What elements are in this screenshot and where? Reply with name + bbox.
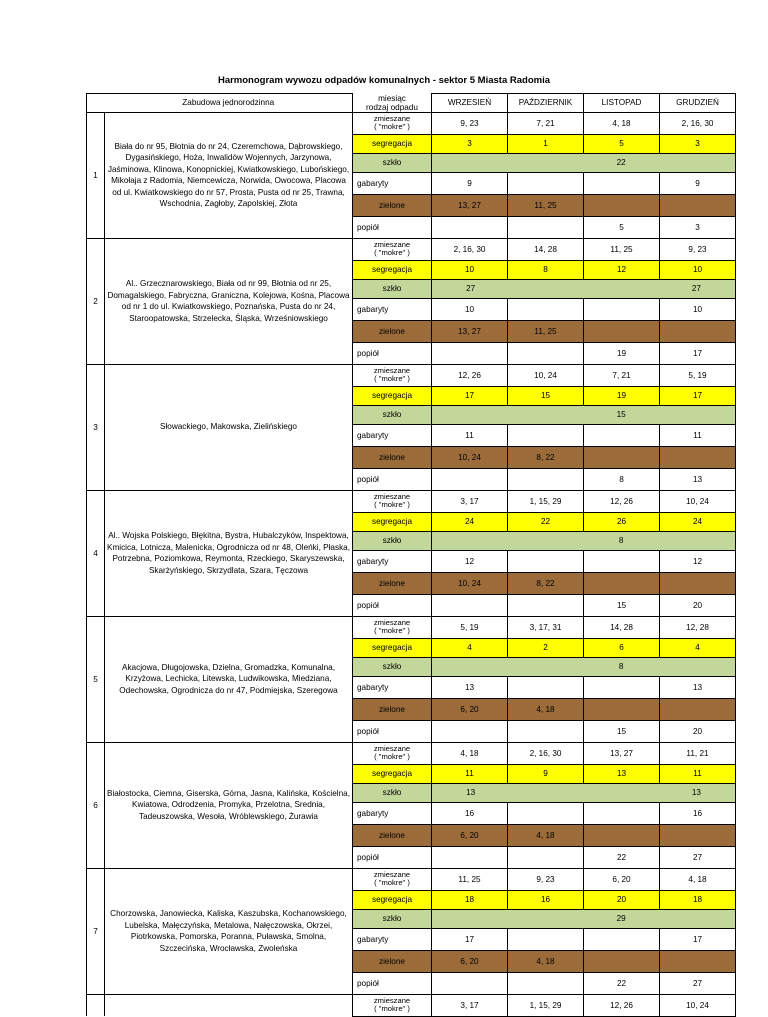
waste-type-label: popiół (353, 594, 432, 616)
value-cell (584, 320, 660, 342)
value-cell-part (508, 158, 583, 167)
label-mokre: ( "mokre" ) (374, 374, 410, 383)
label-zmieszane: zmieszane (373, 492, 411, 501)
label-zmieszane: zmieszane (373, 870, 411, 879)
sector-streets: Al.. Wojska Polskiego, Błękitna, Bystra, Hubalczyków, Inspektowa, Kmicica, Lotnicza, Malenicka, Ogrodnicza od nr 48, Oleńki, Płaska, Potrzebna, Poziomkowa, Reymonta, Rzeckiego, Skaryszewska, Skarżyńskiego, Skrzydlata, Szara, Tęczowa (105, 490, 353, 616)
waste-type-label: popiół (353, 468, 432, 490)
value-cell (660, 194, 736, 216)
value-cell: 2, 16, 30 (432, 238, 508, 260)
waste-type-label (353, 364, 432, 386)
header-rodzaj-label: rodzaj odpadu (366, 102, 418, 112)
value-cell (508, 424, 584, 446)
value-cell: 2, 16, 30 (660, 112, 736, 134)
value-cell (584, 194, 660, 216)
value-cell (584, 298, 660, 320)
waste-type-label: szkło (353, 405, 432, 424)
value-cell: 10, 24 (432, 572, 508, 594)
waste-type-label: gabaryty (353, 172, 432, 194)
value-cell (584, 802, 660, 824)
waste-type-label: segregacja (353, 260, 432, 279)
value-cell (584, 676, 660, 698)
label-mokre: ( "mokre" ) (374, 1004, 410, 1013)
value-cell: 17 (432, 386, 508, 405)
header-miesiac-label: miesiąc (378, 93, 406, 103)
value-cell: 8 (584, 468, 660, 490)
value-cell: 17 (660, 342, 736, 364)
waste-type-label: szkło (353, 657, 432, 676)
waste-type-label: segregacja (353, 386, 432, 405)
value-cell-part (584, 788, 659, 797)
table-row (87, 238, 736, 260)
value-cell: 10 (432, 260, 508, 279)
value-cell (584, 446, 660, 468)
value-cell (432, 279, 736, 298)
table-row (87, 868, 736, 890)
waste-type-label (353, 238, 432, 260)
value-cell: 7, 21 (508, 112, 584, 134)
value-cell: 8, 22 (508, 446, 584, 468)
value-cell: 11 (660, 764, 736, 783)
value-cell: 10 (432, 298, 508, 320)
value-cell: 13 (432, 676, 508, 698)
value-cell: 9, 23 (508, 868, 584, 890)
header-month: GRUDZIEŃ (660, 94, 736, 113)
value-cell-part: 29 (616, 914, 626, 923)
value-cell-part (433, 410, 508, 419)
value-cell: 13 (660, 468, 736, 490)
waste-type-label: popiół (353, 720, 432, 742)
waste-type-label: zielone (353, 698, 432, 720)
value-cell: 26 (584, 512, 660, 531)
waste-type-label: zielone (353, 572, 432, 594)
value-cell-part (508, 788, 583, 797)
value-cell: 3 (660, 134, 736, 153)
label-mokre: ( "mokre" ) (374, 752, 410, 761)
waste-type-label: segregacja (353, 512, 432, 531)
label-mokre: ( "mokre" ) (374, 248, 410, 257)
value-cell-part (508, 662, 583, 671)
waste-type-label: gabaryty (353, 298, 432, 320)
label-mokre: ( "mokre" ) (374, 500, 410, 509)
waste-type-label: popiół (353, 972, 432, 994)
value-cell: 3 (660, 216, 736, 238)
value-cell: 12, 28 (660, 616, 736, 638)
value-cell: 8 (508, 260, 584, 279)
value-cell: 10, 24 (660, 490, 736, 512)
value-cell: 6 (584, 638, 660, 657)
value-cell (660, 950, 736, 972)
value-cell: 27 (660, 846, 736, 868)
label-zmieszane: zmieszane (373, 366, 411, 375)
value-cell (508, 216, 584, 238)
value-cell (432, 216, 508, 238)
value-cell: 5, 19 (660, 364, 736, 386)
value-cell: 4, 18 (660, 868, 736, 890)
value-cell: 9 (660, 172, 736, 194)
value-cell-part (433, 536, 508, 545)
sector-number: 3 (87, 364, 105, 490)
value-cell: 3, 17, 31 (508, 616, 584, 638)
value-cell: 11, 25 (432, 868, 508, 890)
sector-number: 1 (87, 112, 105, 238)
value-cell: 3 (432, 134, 508, 153)
sector-streets: Al.. Grzecznarowskiego, Biała od nr 99, Błotnia od nr 25, Domagalskiego, Fabryczna, Graniczna, Kolejowa, Kośna, Placowa od nr 1 do ul. Kwiatkowskiego, Poznańska, Pusta do nr 24, Staroopatowska, Strzelecka, Śląska, Wrześniowskiego (105, 238, 353, 364)
value-cell: 9 (432, 172, 508, 194)
value-cell: 12, 26 (584, 490, 660, 512)
value-cell-part (433, 662, 508, 671)
value-cell: 13, 27 (432, 320, 508, 342)
value-cell (432, 342, 508, 364)
value-cell (432, 720, 508, 742)
value-cell (660, 824, 736, 846)
value-cell: 12 (660, 550, 736, 572)
value-cell-part (584, 284, 659, 293)
value-cell: 14, 28 (508, 238, 584, 260)
value-cell: 10 (660, 298, 736, 320)
value-cell: 1, 15, 29 (508, 490, 584, 512)
table-row (87, 364, 736, 386)
label-zmieszane: zmieszane (373, 618, 411, 627)
value-cell (432, 783, 736, 802)
value-cell: 12, 26 (432, 364, 508, 386)
value-cell-part: 8 (618, 536, 624, 545)
value-cell: 13, 27 (584, 742, 660, 764)
waste-type-label: segregacja (353, 134, 432, 153)
value-cell: 1 (508, 134, 584, 153)
value-cell-part: 15 (616, 410, 626, 419)
waste-type-label: gabaryty (353, 928, 432, 950)
value-cell (584, 172, 660, 194)
value-cell (432, 468, 508, 490)
value-cell: 13 (660, 676, 736, 698)
value-cell: 11, 25 (584, 238, 660, 260)
value-cell-part (508, 914, 583, 923)
value-cell (584, 572, 660, 594)
value-cell: 17 (660, 928, 736, 950)
value-cell-part: 22 (616, 158, 626, 167)
value-cell: 17 (432, 928, 508, 950)
waste-type-label (353, 742, 432, 764)
value-cell-part (508, 536, 583, 545)
value-cell: 11 (432, 764, 508, 783)
value-cell (584, 950, 660, 972)
value-cell-part (659, 914, 734, 923)
waste-type-label: szkło (353, 909, 432, 928)
value-cell: 8, 22 (508, 572, 584, 594)
value-cell: 6, 20 (432, 950, 508, 972)
value-cell: 22 (508, 512, 584, 531)
value-cell: 5 (584, 134, 660, 153)
waste-type-label: szkło (353, 279, 432, 298)
table-row (87, 994, 736, 1016)
value-cell (584, 824, 660, 846)
value-cell: 13 (584, 764, 660, 783)
table-row (87, 616, 736, 638)
value-cell (432, 657, 736, 676)
waste-type-label (353, 994, 432, 1016)
value-cell: 12, 26 (584, 994, 660, 1016)
value-cell: 9 (508, 764, 584, 783)
value-cell: 10, 24 (508, 364, 584, 386)
sector-streets: Biała do nr 95, Błotnia do nr 24, Czeremchowa, Dąbrowskiego, Dygasińskiego, Hoża, Inwalidów Wojennych, Jarzynowa, Jaśminowa, Klinowa, Konopnickiej, Kwiatkowskiego, Lubońskiego, Mikołaja z Radomia, Niemcewicza, Norwida, Owocowa, Placowa od ul. Kwiatkowskiego do nr 57, Prosta, Pusta od nr 25, Trawna, Wschodnia, Zagłoby, Zapolskiej, Złota (105, 112, 353, 238)
waste-type-label: gabaryty (353, 802, 432, 824)
value-cell: 9, 23 (660, 238, 736, 260)
value-cell: 4, 18 (508, 950, 584, 972)
value-cell: 6, 20 (432, 824, 508, 846)
value-cell-part: 8 (618, 662, 624, 671)
value-cell (660, 572, 736, 594)
header-month: PAŹDZIERNIK (508, 94, 584, 113)
waste-type-label (353, 490, 432, 512)
sector-streets: Białostocka, Ciemna, Giserska, Górna, Jasna, Kalińska, Kościelna, Kwiatowa, Odrodzenia, Promyka, Przelotna, Srednia, Tadeuszowska, Wesoła, Wróblewskiego, Żurawia (105, 742, 353, 868)
page-title: Harmonogram wywozu odpadów komunalnych - sektor 5 Miasta Radomia (217, 75, 551, 86)
waste-type-label: szkło (353, 153, 432, 172)
value-cell (508, 468, 584, 490)
waste-type-label: gabaryty (353, 424, 432, 446)
waste-type-label (353, 868, 432, 890)
value-cell: 5 (584, 216, 660, 238)
waste-type-label: popiół (353, 216, 432, 238)
value-cell: 12 (432, 550, 508, 572)
value-cell: 22 (584, 972, 660, 994)
value-cell: 2, 16, 30 (508, 742, 584, 764)
label-mokre: ( "mokre" ) (374, 122, 410, 131)
value-cell (660, 320, 736, 342)
sector-number: 7 (87, 868, 105, 994)
value-cell: 19 (584, 386, 660, 405)
label-zmieszane: zmieszane (373, 114, 411, 123)
waste-type-label: popiół (353, 342, 432, 364)
value-cell-part (659, 662, 734, 671)
value-cell-part: 13 (691, 788, 701, 797)
label-zmieszane: zmieszane (373, 996, 411, 1005)
value-cell (508, 928, 584, 950)
value-cell (432, 972, 508, 994)
sector-streets: Akacjowa, Długojowska, Dzielna, Gromadzka, Komunalna, Krzyżowa, Lechicka, Litewska, Ludwikowska, Miedziana, Odechowska, Ogrodnicza do nr 47, Podmiejska, Szeregowa (105, 616, 353, 742)
value-cell: 3, 17 (432, 490, 508, 512)
value-cell: 16 (660, 802, 736, 824)
value-cell: 15 (508, 386, 584, 405)
value-cell-part (433, 158, 508, 167)
value-cell: 7, 21 (584, 364, 660, 386)
value-cell: 6, 20 (584, 868, 660, 890)
value-cell-part: 27 (466, 284, 476, 293)
value-cell (584, 424, 660, 446)
value-cell: 11 (660, 424, 736, 446)
value-cell: 18 (432, 890, 508, 909)
value-cell: 11, 25 (508, 194, 584, 216)
value-cell-part (433, 914, 508, 923)
sector-streets (105, 994, 353, 1016)
value-cell: 16 (432, 802, 508, 824)
waste-type-label: segregacja (353, 764, 432, 783)
value-cell: 10, 24 (432, 446, 508, 468)
value-cell (660, 698, 736, 720)
value-cell: 1, 15, 29 (508, 994, 584, 1016)
value-cell: 6, 20 (432, 698, 508, 720)
waste-type-label: zielone (353, 824, 432, 846)
value-cell (432, 909, 736, 928)
sector-number: 4 (87, 490, 105, 616)
value-cell: 20 (660, 720, 736, 742)
value-cell (584, 928, 660, 950)
value-cell (508, 550, 584, 572)
header-miesiac (353, 94, 432, 113)
value-cell: 3, 17 (432, 994, 508, 1016)
value-cell: 4, 18 (508, 698, 584, 720)
waste-type-label: zielone (353, 320, 432, 342)
table-row (87, 112, 736, 134)
value-cell: 4, 18 (432, 742, 508, 764)
sector-number: 6 (87, 742, 105, 868)
value-cell (432, 405, 736, 424)
value-cell: 10 (660, 260, 736, 279)
sector-number: 2 (87, 238, 105, 364)
header-month: WRZESIEŃ (432, 94, 508, 113)
value-cell (508, 802, 584, 824)
waste-type-label (353, 112, 432, 134)
label-mokre: ( "mokre" ) (374, 626, 410, 635)
value-cell (508, 720, 584, 742)
waste-type-label: zielone (353, 950, 432, 972)
value-cell (508, 846, 584, 868)
value-cell: 10, 24 (660, 994, 736, 1016)
value-cell: 15 (584, 720, 660, 742)
value-cell: 24 (432, 512, 508, 531)
value-cell: 11, 25 (508, 320, 584, 342)
sector-number (87, 994, 105, 1016)
value-cell: 19 (584, 342, 660, 364)
value-cell (432, 846, 508, 868)
table-row (87, 490, 736, 512)
waste-type-label (353, 616, 432, 638)
value-cell: 4, 18 (584, 112, 660, 134)
header-zabudowa: Zabudowa jednorodzinna (105, 94, 353, 113)
value-cell: 27 (660, 972, 736, 994)
waste-type-label: gabaryty (353, 550, 432, 572)
value-cell-part (508, 410, 583, 419)
value-cell: 24 (660, 512, 736, 531)
waste-type-label: zielone (353, 446, 432, 468)
waste-type-label: popiół (353, 846, 432, 868)
value-cell (508, 594, 584, 616)
sector-streets: Chorzowska, Janowiecka, Kaliska, Kaszubska, Kochanowskiego, Lubelska, Małęczyńska, Metalowa, Nałęczowska, Okrzei, Piotrkowska, Pomorska, Poranna, Puławska, Smolna, Szczecińska, Wrocławska, Zwoleńska (105, 868, 353, 994)
value-cell-part: 27 (691, 284, 701, 293)
value-cell (432, 594, 508, 616)
value-cell: 13, 27 (432, 194, 508, 216)
value-cell: 4, 18 (508, 824, 584, 846)
value-cell: 14, 28 (584, 616, 660, 638)
value-cell: 17 (660, 386, 736, 405)
header-blank (87, 94, 105, 113)
value-cell: 15 (584, 594, 660, 616)
value-cell: 11, 21 (660, 742, 736, 764)
sector-streets: Słowackiego, Makowska, Zielińskiego (105, 364, 353, 490)
label-mokre: ( "mokre" ) (374, 878, 410, 887)
value-cell-part (659, 536, 734, 545)
value-cell: 5, 19 (432, 616, 508, 638)
value-cell: 2 (508, 638, 584, 657)
waste-type-label: gabaryty (353, 676, 432, 698)
waste-type-label: szkło (353, 531, 432, 550)
value-cell (584, 550, 660, 572)
value-cell-part (508, 284, 583, 293)
value-cell (508, 172, 584, 194)
value-cell: 9, 23 (432, 112, 508, 134)
value-cell: 20 (660, 594, 736, 616)
value-cell: 12 (584, 260, 660, 279)
waste-type-label: segregacja (353, 890, 432, 909)
value-cell-part: 13 (466, 788, 476, 797)
sector-number: 5 (87, 616, 105, 742)
header-month: LISTOPAD (584, 94, 660, 113)
value-cell (432, 531, 736, 550)
value-cell-part (659, 410, 734, 419)
value-cell (432, 153, 736, 172)
schedule-table (86, 93, 736, 1017)
value-cell (508, 298, 584, 320)
waste-type-label: szkło (353, 783, 432, 802)
value-cell (584, 698, 660, 720)
value-cell-part (659, 158, 734, 167)
value-cell: 16 (508, 890, 584, 909)
value-cell: 4 (660, 638, 736, 657)
value-cell: 4 (432, 638, 508, 657)
table-row (87, 742, 736, 764)
value-cell: 20 (584, 890, 660, 909)
value-cell (508, 972, 584, 994)
label-zmieszane: zmieszane (373, 744, 411, 753)
value-cell (508, 676, 584, 698)
waste-type-label: zielone (353, 194, 432, 216)
waste-type-label: segregacja (353, 638, 432, 657)
value-cell: 18 (660, 890, 736, 909)
value-cell (508, 342, 584, 364)
value-cell: 22 (584, 846, 660, 868)
value-cell (660, 446, 736, 468)
label-zmieszane: zmieszane (373, 240, 411, 249)
value-cell: 11 (432, 424, 508, 446)
